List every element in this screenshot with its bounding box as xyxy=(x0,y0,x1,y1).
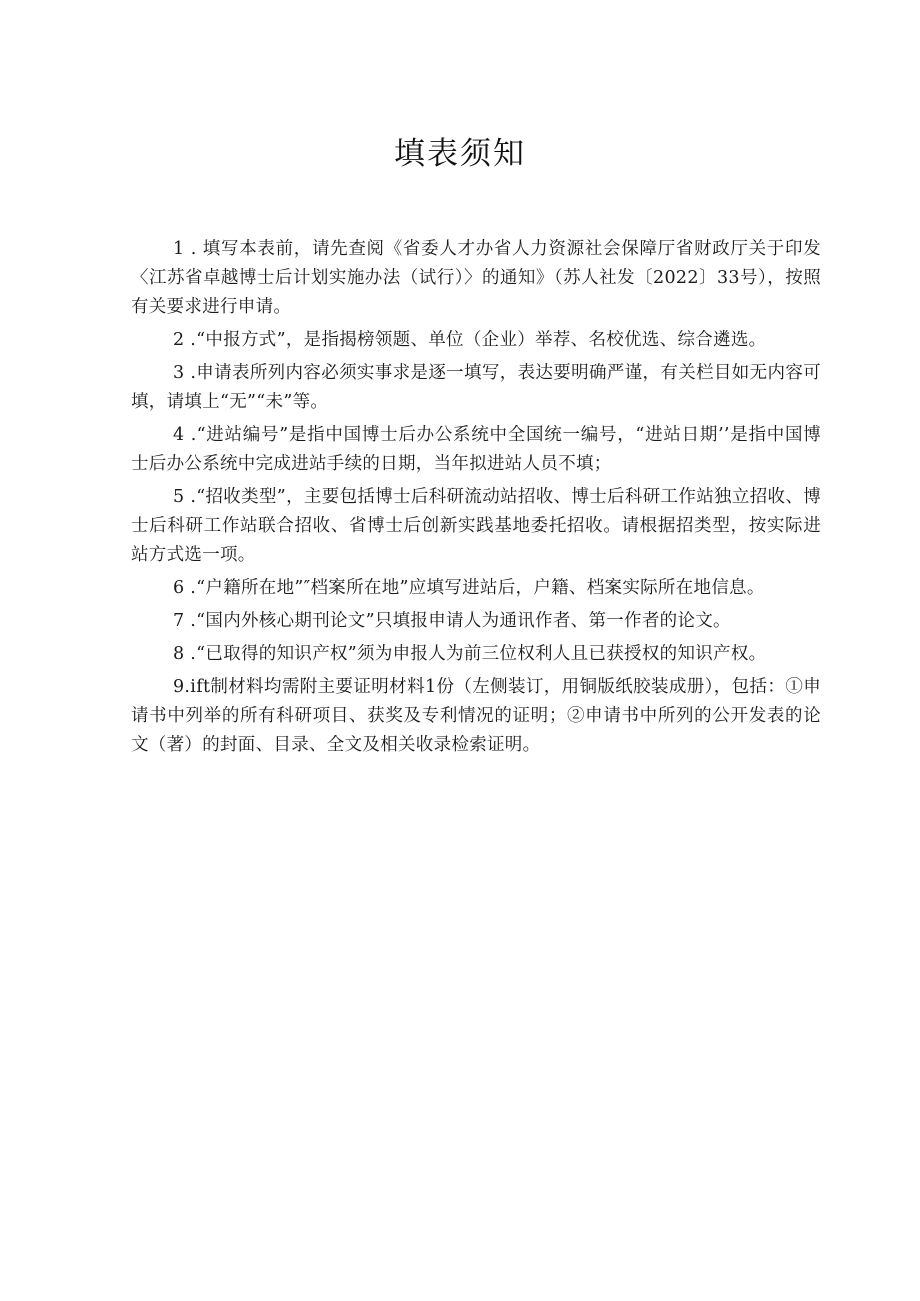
instruction-item-5: 5 .“招收类型”，主要包括博士后科研流动站招收、博士后科研工作站独立招收、博士后科研工作站联合招收、省博士后创新实践基地委托招收。请根据招类型，按实际进站方式选一项。 xyxy=(131,487,821,565)
instruction-item-2: 2 .“中报方式”，是指揭榜领题、单位（企业）举荐、名校优选、综合遴选。 xyxy=(173,330,767,350)
instruction-item-8: 8 .“已取得的知识产权”须为申报人为前三位权利人且已获授权的知识产权。 xyxy=(173,644,767,664)
instruction-item-1: 1 . 填写本表前，请先查阅《省委人才办省人力资源社会保障厅省财政厅关于印发〈江苏省卓越博士后计划实施办法（试行）〉的通知》（苏人社发〔2022〕33号），按照有关要求进行申请。 xyxy=(131,239,821,317)
page-title: 填表须知 xyxy=(394,136,526,172)
instruction-item-7: 7 .“国内外核心期刊论文”只填报申请人为通讯作者、第一作者的论文。 xyxy=(173,611,731,631)
instruction-item-6: 6 .“户籍所在地”″档案所在地”应填写进站后，户籍、档案实际所在地信息。 xyxy=(173,578,765,598)
instruction-item-4: 4 .“进站编号”是指中国博士后办公系统中全国统一编号，“进站日期’’是指中国博士后办公系统中完成进站手续的日期，当年拟进站人员不填； xyxy=(131,425,821,474)
instructions-list xyxy=(131,235,821,764)
instruction-item-9: 9.ift制材料均需附主要证明材料1份（左侧装订，用铜版纸胶装成册），包括：①申请书中列举的所有科研项目、获奖及专利情况的证明；②申请书中所列的公开发表的论文（著）的封面、目录、全文及相关收录检索证明。 xyxy=(131,677,821,755)
instruction-item-3: 3 .申请表所列内容必须实事求是逐一填写，表达要明确严谨，有关栏目如无内容可填，请填上“无”“未”等。 xyxy=(131,363,821,412)
